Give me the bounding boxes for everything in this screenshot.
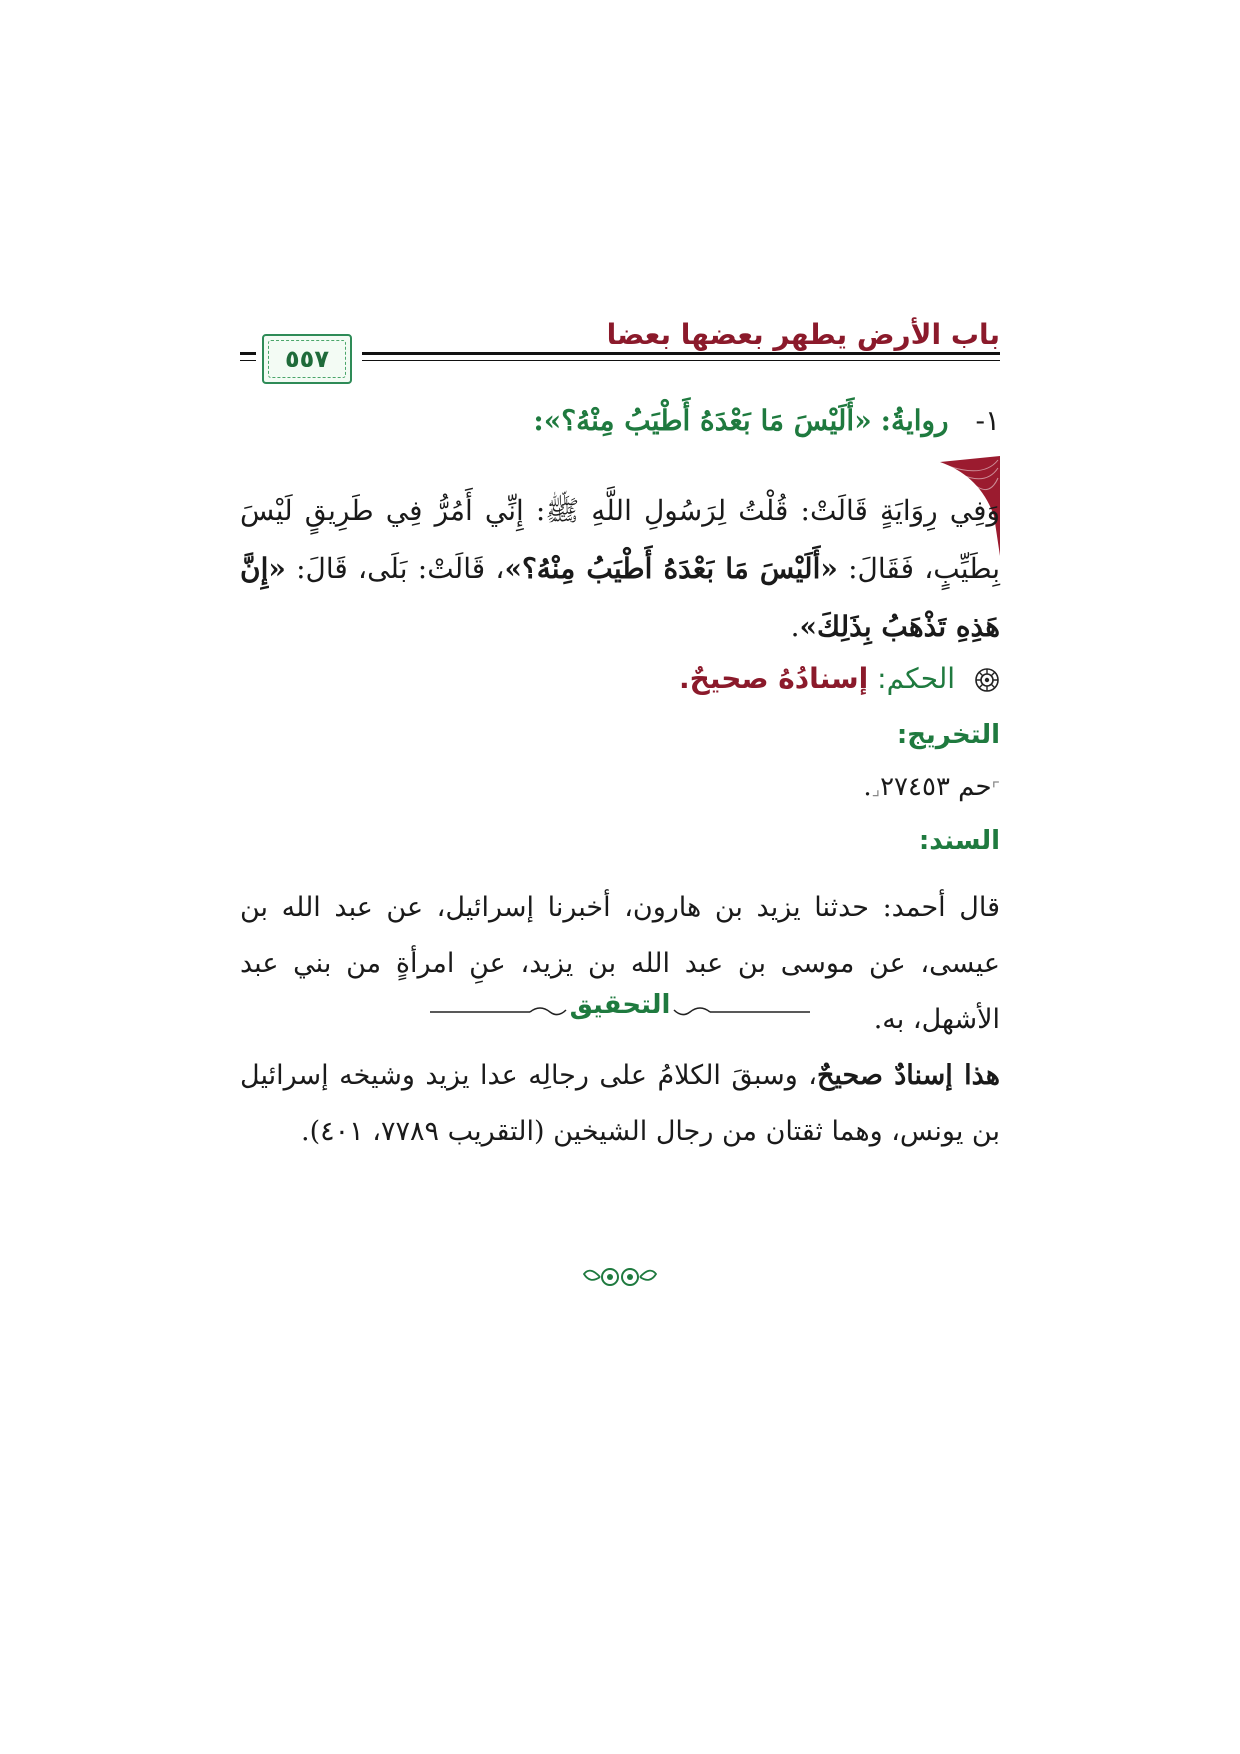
hadith-quote-2: «إِنَّ هَذِهِ تَذْهَبُ بِذَلِكَ» — [240, 552, 1000, 643]
header-rule-right-thin — [362, 360, 1000, 361]
takhrij-reference-text: حم ٢٧٤٥٣ — [880, 772, 992, 802]
header-rule-left-thin — [240, 360, 256, 361]
hadith-end: . — [790, 610, 800, 643]
tahqiq-body: ، وسبقَ الكلامُ على رجالِه عدا يزيد وشيخه إسرائيل بن يونس، وهما ثقتان من رجال الشيخين (التقريب ٧٧٨٩، ٤٠١). — [240, 1060, 1000, 1147]
tahqiq-divider — [430, 990, 810, 1030]
end-ornament-icon — [580, 1262, 660, 1292]
page-number-badge — [262, 334, 352, 384]
tahqiq-heading: التحقيق — [569, 990, 671, 1020]
takhrij-heading: التخريج: — [896, 720, 1000, 750]
ruling-line — [679, 662, 1000, 695]
tahqiq-text — [240, 1048, 1000, 1160]
chapter-title: باب الأرض يطهر بعضها بعضا — [606, 318, 1000, 351]
ruling-value: إسنادُهُ صحيحٌ. — [679, 662, 869, 695]
sanad-text: قال أحمد: حدثنا يزيد بن هارون، أخبرنا إسرائيل، عن عبد الله بن عيسى، عن موسى بن عبد الله بن يزيد، عنِ امرأةٍ من بني عبد الأشهل، به. — [240, 892, 1000, 1035]
sanad-heading: السند: — [918, 826, 1000, 856]
hadith-text — [240, 482, 1000, 656]
close-bracket-icon: ⌟ — [871, 779, 881, 800]
section-label: روايةُ: — [880, 404, 949, 437]
tahqiq-lead: هذا إسنادٌ صحيحٌ — [816, 1060, 1000, 1091]
open-bracket-icon: ⌜ — [991, 779, 1000, 800]
hadith-middle: ، قَالَتْ: بَلَى، قَالَ: — [285, 552, 505, 585]
ruling-label: الحكم: — [877, 662, 956, 695]
hadith-quote-1: «أَلَيْسَ مَا بَعْدَهُ أَطْيَبُ مِنْهُ؟» — [504, 552, 838, 585]
section-number: ١- — [975, 404, 1000, 437]
header-rule-left — [240, 352, 256, 355]
rosette-icon — [974, 667, 1000, 693]
header-rule-right — [362, 352, 1000, 355]
takhrij-end: . — [863, 772, 872, 802]
page-number: ٥٥٧ — [285, 345, 329, 373]
takhrij-reference — [863, 772, 1000, 802]
section-quote: «أَلَيْسَ مَا بَعْدَهُ أَطْيَبُ مِنْهُ؟»: — [533, 404, 872, 437]
hadith-intro: وَفِي رِوَايَةٍ قَالَتْ: قُلْتُ لِرَسُولِ اللَّهِ ﷺ: إِنِّي أَمُرُّ فِي طَرِيقٍ لَيْسَ بِطَيِّبٍ، فَقَالَ: — [240, 494, 1000, 585]
section-heading — [533, 404, 1000, 437]
